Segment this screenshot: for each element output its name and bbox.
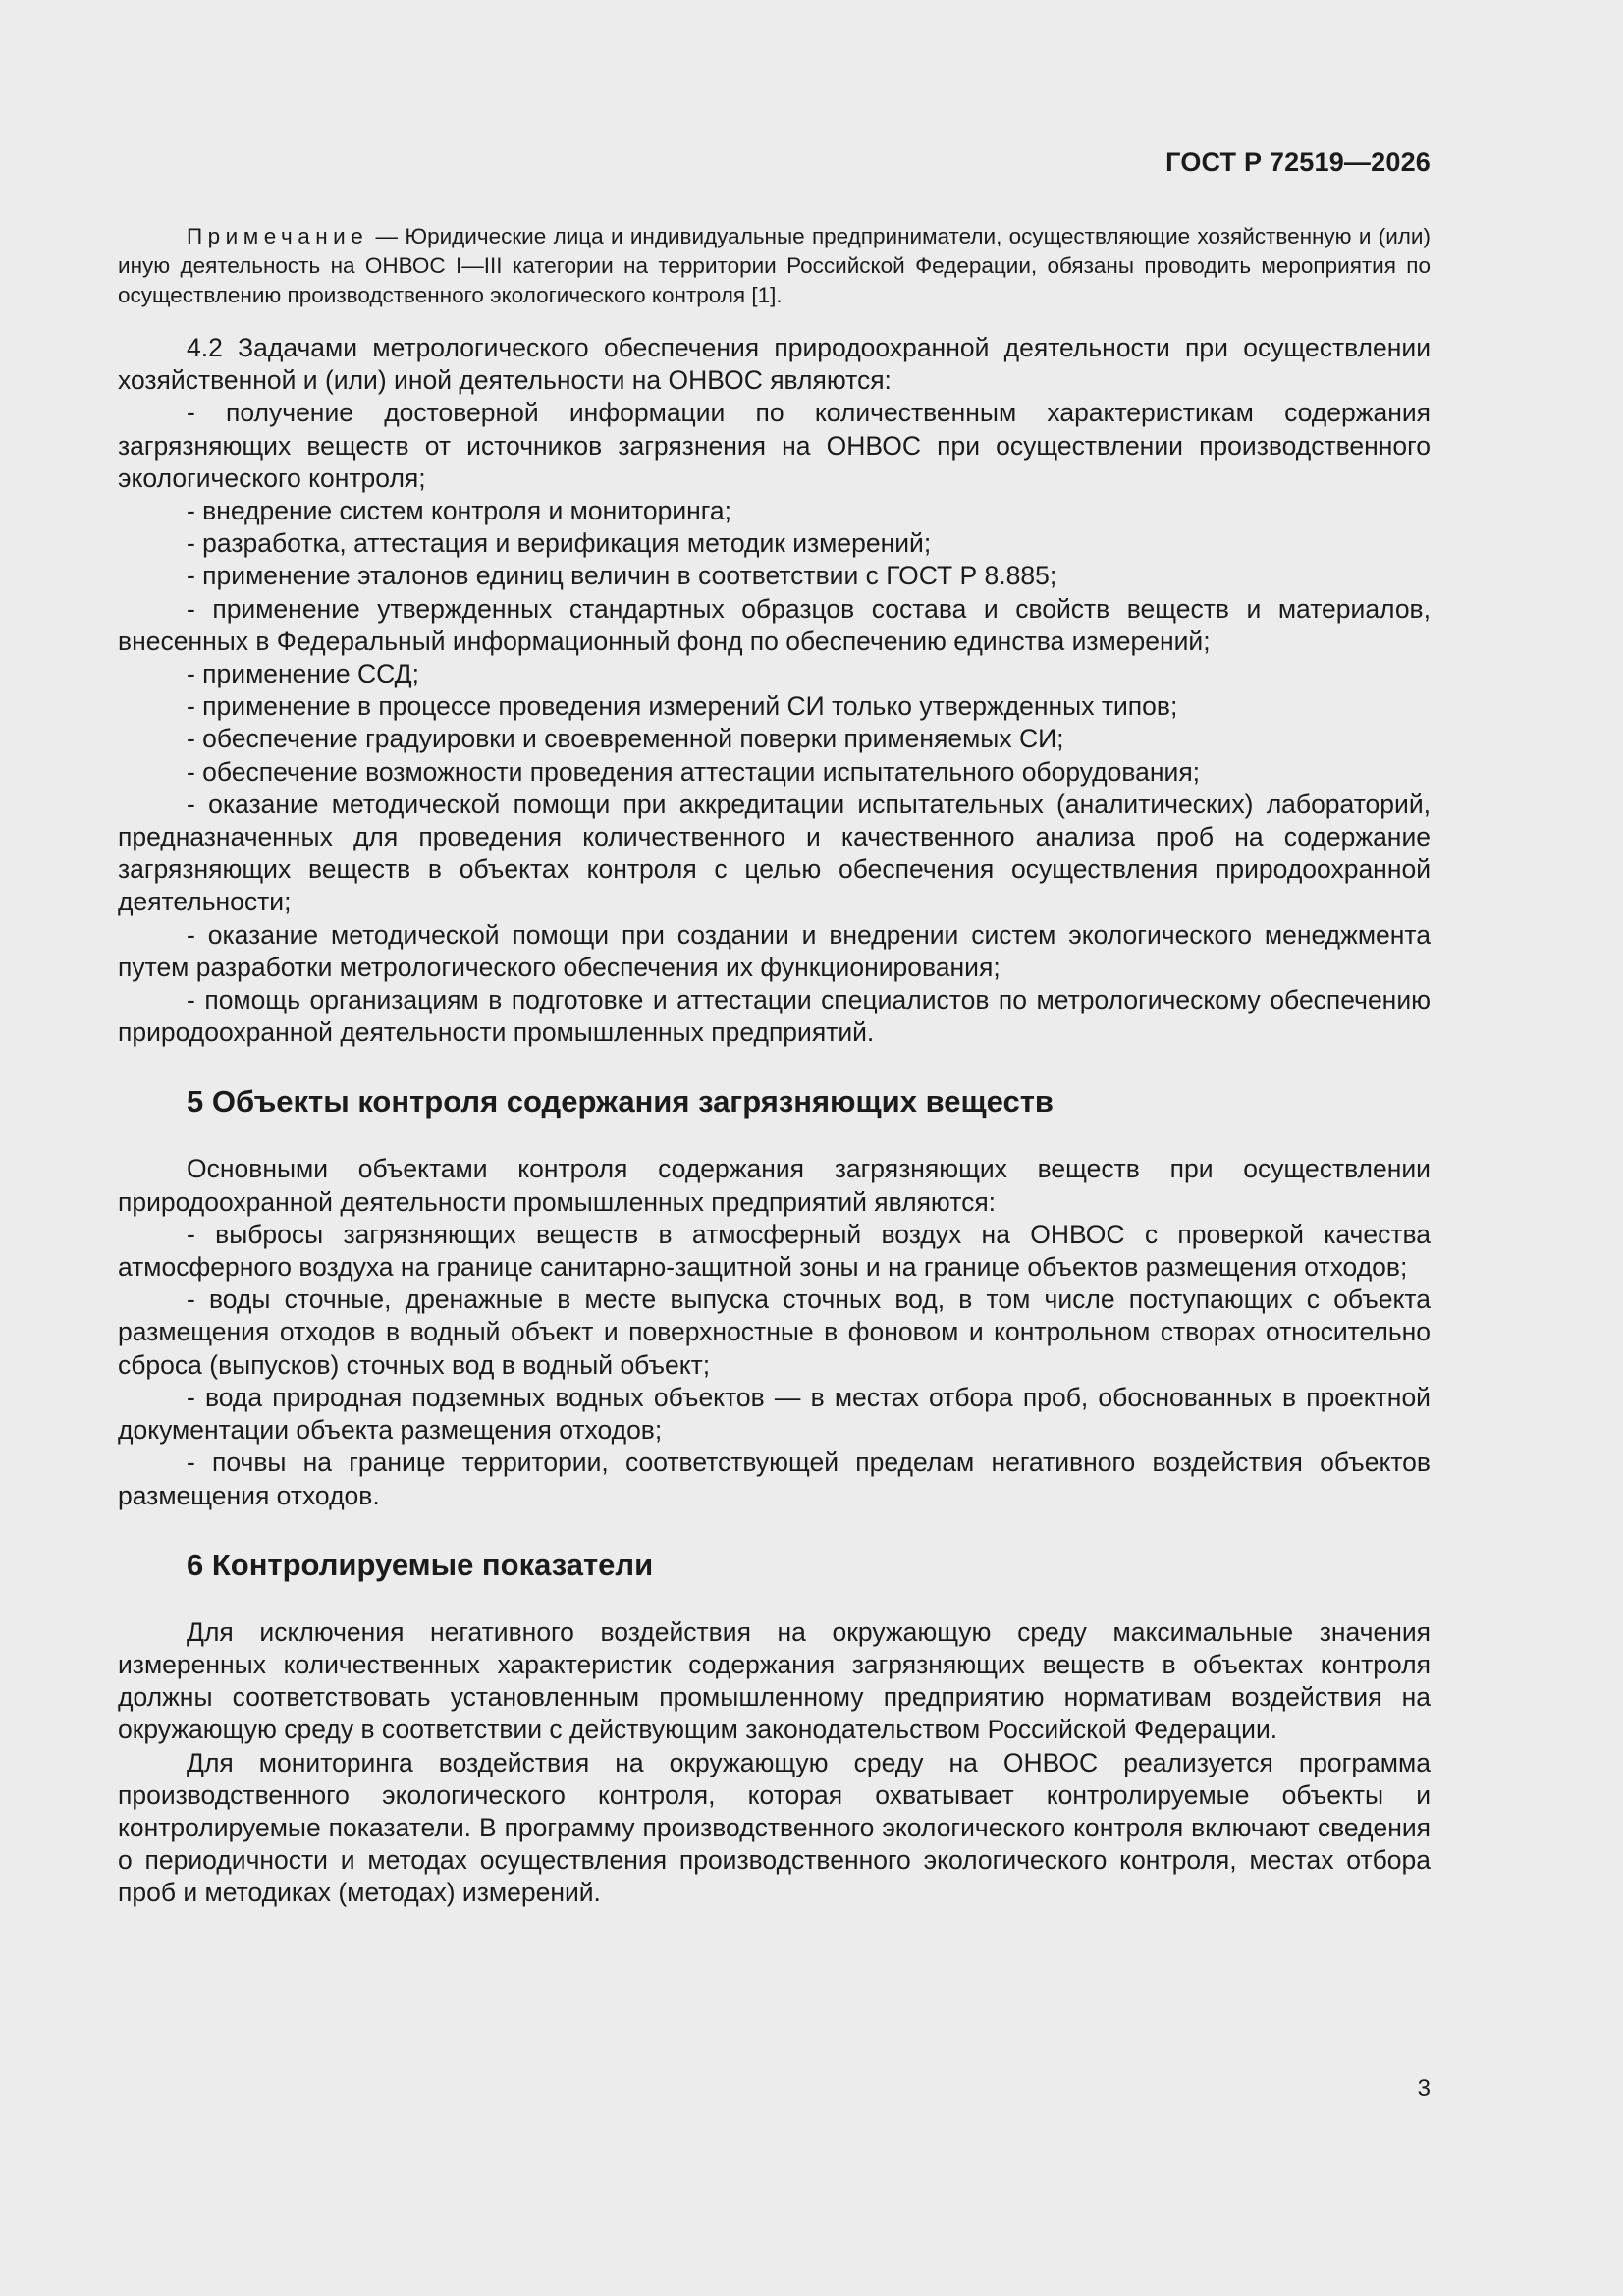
section-6-paragraph: Для исключения негативного воздействия на окружающую среду максимальные значения измеренных количественных характеристик содержания загрязняющих веществ в объектах контроля должны соответствовать установленным промышленному предприятию нормативам воздействия на окружающую среду в соответствии с действующим законодательством Российской Федерации.: [118, 1616, 1431, 1745]
list-item: - оказание методической помощи при аккредитации испытательных (аналитических) лабораторий, предназначенных для проведения количественного и качественного анализа проб на содержание загрязняющих веществ в объектах контроля с целью обеспечения осуществления природоохранной деятельности;: [118, 789, 1431, 917]
list-item: - воды сточные, дренажные в месте выпуска сточных вод, в том числе поступающих с объекта размещения отходов в водный объект и поверхностные в фоновом и контрольном створах относительно сброса (выпусков) сточных вод в водный объект;: [118, 1285, 1431, 1380]
list-item: - вода природная подземных водных объектов — в местах отбора проб, обоснованных в проектной документации объекта размещения отходов;: [118, 1382, 1431, 1446]
list-item: - помощь организациям в подготовке и аттестации специалистов по метрологическому обеспечению природоохранной деятельности промышленных предприятий.: [118, 985, 1431, 1048]
list-item: - внедрение систем контроля и мониторинга;: [187, 496, 731, 526]
note-paragraph: [118, 222, 1431, 310]
section-5-intro: Основными объектами контроля содержания загрязняющих веществ при осуществлении природоохранной деятельности промышленных предприятий являются:: [118, 1154, 1431, 1217]
list-item: - обеспечение возможности проведения аттестации испытательного оборудования;: [187, 756, 1201, 787]
page-number: 3: [1417, 2075, 1431, 2102]
list-item: - почвы на границе территории, соответствующей пределам негативного воздействия объектов размещения отходов.: [118, 1448, 1431, 1510]
note-label: Примечание: [187, 224, 369, 248]
section-6-heading: 6 Контролируемые показатели: [187, 1547, 654, 1582]
list-item: - разработка, аттестация и верификация методик измерений;: [187, 528, 932, 559]
list-item: - применение эталонов единиц величин в соответствии с ГОСТ Р 8.885;: [187, 561, 1057, 591]
document-body: [118, 222, 1431, 1910]
list-item: - обеспечение градуировки и своевременной поверки применяемых СИ;: [187, 724, 1064, 754]
list-item: - применение утвержденных стандартных образцов состава и свойств веществ и материалов, внесенных в Федеральный информационный фонд по обеспечению единства измерений;: [118, 593, 1431, 656]
list-item: - оказание методической помощи при создании и внедрении систем экологического менеджмента путем разработки метрологического обеспечения их функционирования;: [118, 919, 1431, 982]
document-id-header: ГОСТ Р 72519—2026: [1165, 147, 1431, 177]
list-item: - выбросы загрязняющих веществ в атмосферный воздух на ОНВОС с проверкой качества атмосферного воздуха на границе санитарно-защитной зоны и на границе объектов размещения отходов;: [118, 1219, 1431, 1283]
section-4-2-intro: 4.2 Задачами метрологического обеспечения природоохранной деятельности при осуществлении хозяйственной и (или) иной деятельности на ОНВОС являются:: [118, 333, 1431, 396]
section-6-paragraph: Для мониторинга воздействия на окружающую среду на ОНВОС реализуется программа производственного экологического контроля, которая охватывает контролируемые объекты и контролируемые показатели. В программу производственного экологического контроля включают сведения о периодичности и методах осуществления производственного экологического контроля, местах отбора проб и методиках (методах) измерений.: [118, 1747, 1431, 1908]
list-item: - применение в процессе проведения измерений СИ только утвержденных типов;: [187, 691, 1178, 722]
list-item: - получение достоверной информации по количественным характеристикам содержания загрязняющих веществ от источников загрязнения на ОНВОС при осуществлении производственного экологического контроля;: [118, 398, 1431, 493]
section-5-heading: 5 Объекты контроля содержания загрязняющих веществ: [187, 1084, 1054, 1120]
list-item: - применение ССД;: [187, 659, 419, 689]
note-text: — Юридические лица и индивидуальные предприниматели, осуществляющие хозяйственную и (или) иную деятельность на ОНВОС I—III категории на территории Российской Федерации, обязаны проводить мероприятия по осуществлению производственного экологического контроля [1].: [118, 224, 1431, 307]
